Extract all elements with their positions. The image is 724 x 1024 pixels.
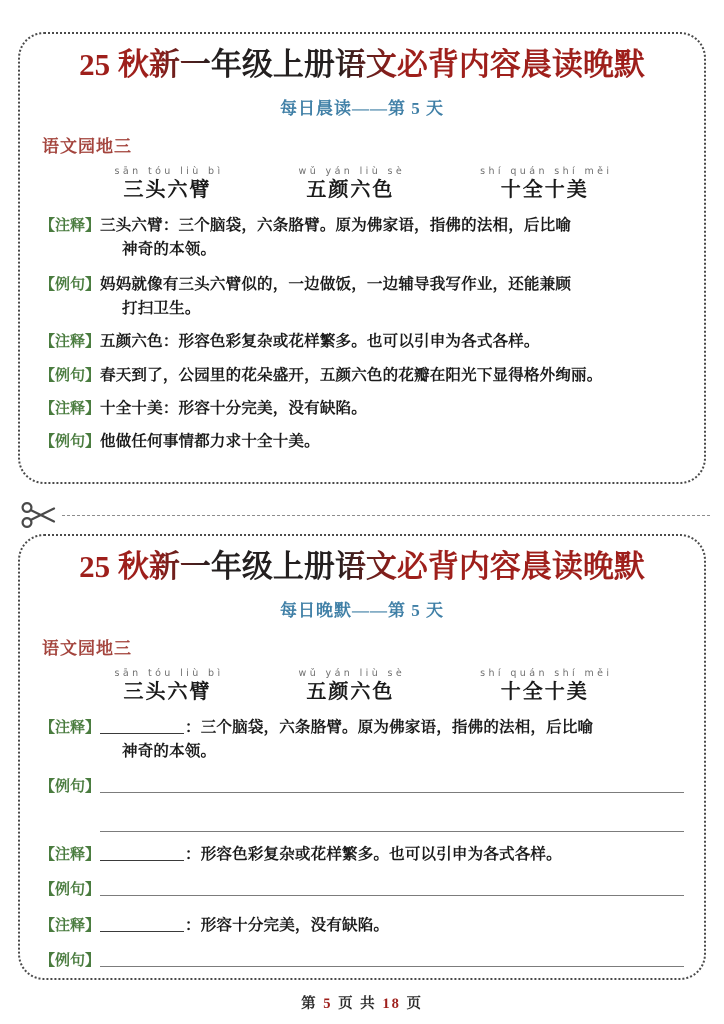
entry-tag: 【例句】 xyxy=(40,367,101,384)
entry-tag: 【例句】 xyxy=(40,434,101,450)
entry-continuation: 神奇的本领。 xyxy=(122,743,217,761)
entry-text: 五颜六色：形容色彩复杂或花样繁多。也可以引申为各式各样。 xyxy=(100,333,540,351)
answer-blank-line[interactable] xyxy=(100,878,684,896)
entry-text xyxy=(100,843,684,867)
entry-line: 妈妈就像有三头六臂似的，一边做饭，一边辅导我写作业，还能兼顾 xyxy=(100,276,572,294)
idiom-hanzi: 十全十美 xyxy=(500,179,589,202)
idiom-pinyin: shí quán shí měi xyxy=(480,667,613,679)
entry-text: 十全十美：形容十分完美，没有缺陷。 xyxy=(100,399,367,417)
unit-label-evening: 语文园地三 xyxy=(42,638,132,658)
entry-text: 春天到了，公园里的花朵盛开，五颜六色的花瓣在阳光下显得格外绚丽。 xyxy=(100,366,603,384)
entry-line: ：三个脑袋，六条胳臂。原为佛家语，指佛的法相，后比喻 xyxy=(185,719,594,737)
idiom-hanzi: 三头六臂 xyxy=(123,681,212,704)
entry-row xyxy=(40,775,684,832)
entry-line: 三头六臂：三个脑袋，六条胳臂。原为佛家语，指佛的法相，后比喻 xyxy=(100,217,572,235)
cut-dashed-line xyxy=(62,515,710,516)
entry-tag: 【例句】 xyxy=(40,882,101,899)
idiom-hanzi: 五颜六色 xyxy=(306,179,395,202)
entry-text xyxy=(100,949,684,967)
entry-line: ：形容十分完美，没有缺陷。 xyxy=(185,916,390,934)
morning-reading-panel xyxy=(18,32,706,484)
idiom-hanzi: 十全十美 xyxy=(500,681,589,704)
entry-text: 他做任何事情都力求十全十美。 xyxy=(100,433,320,450)
entry-tag: 【注释】 xyxy=(40,847,101,864)
idiom-item xyxy=(296,669,406,705)
entry-text xyxy=(100,716,684,764)
answer-blank-idiom[interactable] xyxy=(100,844,184,861)
entry-row xyxy=(40,843,684,867)
entry-tag: 【例句】 xyxy=(40,277,101,294)
entry-row xyxy=(40,716,684,764)
entry-tag: 【注释】 xyxy=(40,400,101,417)
footer-prefix: 第 xyxy=(301,996,318,1012)
entry-tag: 【注释】 xyxy=(40,917,101,934)
idiom-row-morning xyxy=(40,167,684,203)
idiom-pinyin: sān tóu liù bì xyxy=(114,165,224,177)
entry-row xyxy=(40,273,684,321)
entry-tag: 【注释】 xyxy=(40,720,101,737)
entry-row xyxy=(40,430,684,454)
footer-suffix: 页 xyxy=(406,996,423,1012)
evening-subtitle: 每日晚默——第 5 天 xyxy=(280,600,444,620)
idiom-pinyin: wǔ yán liù sè xyxy=(298,165,406,177)
answer-blank-line[interactable] xyxy=(100,949,684,967)
unit-label-morning: 语文园地三 xyxy=(42,136,132,156)
entry-row xyxy=(40,949,684,973)
idiom-item xyxy=(112,669,224,705)
entry-row xyxy=(40,214,684,262)
entry-tag: 【注释】 xyxy=(40,218,101,235)
cut-divider xyxy=(14,504,710,528)
evening-dictation-panel xyxy=(18,534,706,980)
idiom-hanzi: 五颜六色 xyxy=(306,681,395,704)
evening-entries xyxy=(40,716,684,973)
answer-blank-line[interactable] xyxy=(100,814,684,832)
entry-text xyxy=(100,214,684,262)
footer-current-page: 5 xyxy=(323,996,333,1012)
entry-row xyxy=(40,878,684,902)
entry-row xyxy=(40,364,684,388)
entry-text xyxy=(100,914,684,938)
idiom-pinyin: wǔ yán liù sè xyxy=(298,667,406,679)
idiom-item xyxy=(296,167,406,203)
footer-total-pages: 18 xyxy=(382,996,401,1012)
entry-continuation: 神奇的本领。 xyxy=(122,241,217,259)
entry-tag: 【注释】 xyxy=(40,334,101,351)
page-title-morning: 25 秋新一年级上册语文必背内容晨读晚默 xyxy=(40,46,684,85)
morning-entries xyxy=(40,214,684,454)
page-footer xyxy=(0,992,724,1013)
scissors-icon xyxy=(20,500,60,530)
answer-blank-line[interactable] xyxy=(100,775,684,793)
idiom-item xyxy=(477,669,612,705)
answer-blank-idiom[interactable] xyxy=(100,915,184,932)
idiom-row-evening xyxy=(40,669,684,705)
footer-middle: 页 共 xyxy=(338,996,377,1012)
idiom-pinyin: shí quán shí měi xyxy=(480,165,613,177)
entry-text xyxy=(100,775,684,832)
entry-text xyxy=(100,273,684,321)
page-title-evening: 25 秋新一年级上册语文必背内容晨读晚默 xyxy=(40,548,684,587)
entry-continuation: 打扫卫生。 xyxy=(122,300,201,318)
answer-blank-idiom[interactable] xyxy=(100,717,184,734)
entry-tag: 【例句】 xyxy=(40,779,101,796)
idiom-hanzi: 三头六臂 xyxy=(123,179,212,202)
entry-line: ：形容色彩复杂或花样繁多。也可以引申为各式各样。 xyxy=(185,846,562,864)
idiom-item xyxy=(112,167,224,203)
entry-row xyxy=(40,330,684,354)
entry-row xyxy=(40,397,684,421)
idiom-item xyxy=(477,167,612,203)
morning-subtitle: 每日晨读——第 5 天 xyxy=(280,98,444,118)
entry-text xyxy=(100,878,684,896)
entry-row xyxy=(40,914,684,938)
idiom-pinyin: sān tóu liù bì xyxy=(114,667,224,679)
entry-tag: 【例句】 xyxy=(40,952,101,969)
